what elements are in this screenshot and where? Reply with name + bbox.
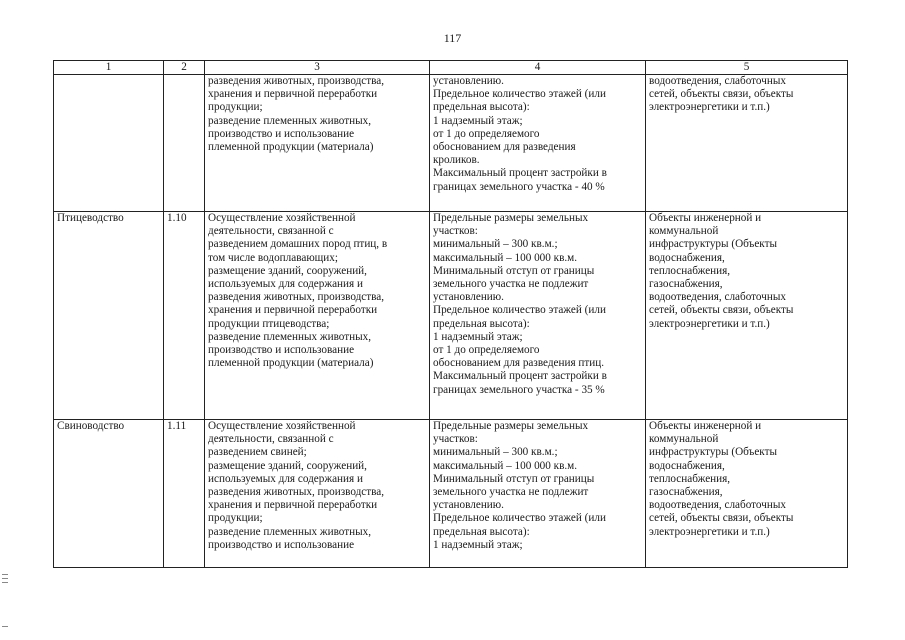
table-row xyxy=(54,420,848,568)
cell-text-line: обоснованием для разведения xyxy=(433,141,576,154)
cell-text-line: 1 надземный этаж; xyxy=(433,538,523,551)
cell-parameters xyxy=(430,420,646,568)
cell-activity-name xyxy=(54,75,164,212)
cell-text-line: коммунальной xyxy=(649,225,719,238)
cell-text-line: от 1 до определяемого xyxy=(433,127,540,140)
cell-auxiliary-uses xyxy=(646,212,848,420)
cell-text-line: водоотведения, слаботочных xyxy=(649,291,786,304)
cell-text-line: предельная высота): xyxy=(433,101,530,114)
cell-text-line: хранения и первичной переработки xyxy=(208,304,378,317)
cell-activity-description xyxy=(205,420,430,568)
cell-text-line: Свиноводство xyxy=(57,420,125,432)
cell-text-line: деятельности, связанной с xyxy=(208,225,334,238)
cell-activity-description xyxy=(205,212,430,420)
cell-text-line: Осуществление хозяйственной xyxy=(208,420,356,432)
cell-activity-code xyxy=(164,420,205,568)
cell-parameters xyxy=(430,75,646,212)
cell-text-line: теплоснабжения, xyxy=(649,472,731,485)
header-col-3: 3 xyxy=(205,61,430,75)
cell-text-line: племенной продукции (материала) xyxy=(208,141,374,154)
cell-text-line: деятельности, связанной с xyxy=(208,433,334,446)
cell-text-line: продукции; xyxy=(208,101,263,114)
cell-text-line: инфраструктуры (Объекты xyxy=(649,238,778,251)
header-col-5: 5 xyxy=(646,61,848,75)
cell-auxiliary-uses xyxy=(646,75,848,212)
cell-text-line: Предельное количество этажей (или xyxy=(433,88,606,101)
cell-text-line: электроэнергетики и т.п.) xyxy=(649,101,770,114)
cell-text-line: 1.11 xyxy=(167,420,187,432)
cell-text-line: установлению. xyxy=(433,75,504,87)
cell-text-line: участков: xyxy=(433,225,478,238)
cell-text-line: сетей, объекты связи, объекты xyxy=(649,88,794,101)
cell-activity-code xyxy=(164,212,205,420)
cell-activity-name xyxy=(54,212,164,420)
cell-text-line: хранения и первичной переработки xyxy=(208,499,378,512)
cell-text-line: водоотведения, слаботочных xyxy=(649,75,786,87)
cell-text-line: земельного участка не подлежит xyxy=(433,278,589,291)
table-header-row xyxy=(54,61,848,75)
cell-text-line: водоотведения, слаботочных xyxy=(649,499,786,512)
header-col-1: 1 xyxy=(54,61,164,75)
cell-text-line: продукции птицеводства; xyxy=(208,317,330,330)
cell-text-line: используемых для содержания и xyxy=(208,472,363,485)
cell-text-line: Минимальный отступ от границы xyxy=(433,264,595,277)
cell-text-line: Осуществление хозяйственной xyxy=(208,212,356,224)
cell-text-line: размещение зданий, сооружений, xyxy=(208,264,367,277)
cell-text-line: электроэнергетики и т.п.) xyxy=(649,525,770,538)
cell-text-line: водоснабжения, xyxy=(649,251,725,264)
cell-text-line: разведение племенных животных, xyxy=(208,525,372,538)
table-row xyxy=(54,75,848,212)
cell-text-line: разведения животных, производства, xyxy=(208,75,385,87)
cell-text-line: максимальный – 100 000 кв.м. xyxy=(433,459,578,472)
cell-text-line: газоснабжения, xyxy=(649,278,723,291)
cell-text-line: установлению. xyxy=(433,499,504,512)
cell-text-line: минимальный – 300 кв.м.; xyxy=(433,238,558,251)
cell-text-line: Максимальный процент застройки в xyxy=(433,370,607,383)
cell-text-line: 1 надземный этаж; xyxy=(433,330,523,343)
cell-text-line: обоснованием для разведения птиц. xyxy=(433,357,605,370)
cell-text-line: разведение племенных животных, xyxy=(208,330,372,343)
cell-text-line: границах земельного участка - 35 % xyxy=(433,383,605,396)
edge-mark xyxy=(2,578,8,579)
cell-auxiliary-uses xyxy=(646,420,848,568)
cell-text-line: разведения животных, производства, xyxy=(208,291,385,304)
cell-text-line: используемых для содержания и xyxy=(208,278,363,291)
cell-text-line: племенной продукции (материала) xyxy=(208,357,374,370)
cell-text-line: продукции; xyxy=(208,512,263,525)
cell-text-line: разведением свиней; xyxy=(208,446,307,459)
cell-text-line: предельная высота): xyxy=(433,317,530,330)
cell-text-line: теплоснабжения, xyxy=(649,264,731,277)
cell-text-line: Максимальный процент застройки в xyxy=(433,167,607,180)
cell-text-line: электроэнергетики и т.п.) xyxy=(649,317,770,330)
cell-text-line: земельного участка не подлежит xyxy=(433,486,589,499)
edge-mark xyxy=(2,574,8,575)
cell-text-line: разведением домашних пород птиц, в xyxy=(208,238,388,251)
cell-text-line: 1.10 xyxy=(167,212,187,224)
cell-activity-code xyxy=(164,75,205,212)
cell-text-line: инфраструктуры (Объекты xyxy=(649,446,778,459)
cell-text-line: Предельные размеры земельных xyxy=(433,420,589,432)
cell-text-line: установлению. xyxy=(433,291,504,304)
cell-text-line: предельная высота): xyxy=(433,525,530,538)
cell-text-line: том числе водоплавающих; xyxy=(208,251,338,264)
cell-text-line: разведения животных, производства, xyxy=(208,486,385,499)
cell-text-line: водоснабжения, xyxy=(649,459,725,472)
cell-activity-name xyxy=(54,420,164,568)
page-number: 117 xyxy=(443,31,462,45)
cell-text-line: хранения и первичной переработки xyxy=(208,88,378,101)
cell-text-line: минимальный – 300 кв.м.; xyxy=(433,446,558,459)
cell-text-line: Объекты инженерной и xyxy=(649,420,762,432)
cell-text-line: Предельные размеры земельных xyxy=(433,212,589,224)
cell-text-line: Минимальный отступ от границы xyxy=(433,472,595,485)
cell-text-line: Предельное количество этажей (или xyxy=(433,512,606,525)
cell-text-line: кроликов. xyxy=(433,154,480,167)
cell-text-line: Предельное количество этажей (или xyxy=(433,304,606,317)
cell-text-line: производство и использование xyxy=(208,344,355,357)
edge-mark xyxy=(2,626,8,627)
cell-text-line: газоснабжения, xyxy=(649,486,723,499)
header-col-2: 2 xyxy=(164,61,205,75)
cell-text-line: производство и использование xyxy=(208,538,355,551)
cell-text-line: участков: xyxy=(433,433,478,446)
edge-mark xyxy=(2,582,8,583)
cell-text-line: границах земельного участка - 40 % xyxy=(433,180,605,193)
cell-text-line: коммунальной xyxy=(649,433,719,446)
table-row xyxy=(54,212,848,420)
cell-text-line: размещение зданий, сооружений, xyxy=(208,459,367,472)
cell-text-line: разведение племенных животных, xyxy=(208,114,372,127)
cell-text-line: Объекты инженерной и xyxy=(649,212,762,224)
header-col-4: 4 xyxy=(430,61,646,75)
cell-parameters xyxy=(430,212,646,420)
cell-text-line: производство и использование xyxy=(208,127,355,140)
cell-text-line: от 1 до определяемого xyxy=(433,344,540,357)
cell-text-line: сетей, объекты связи, объекты xyxy=(649,304,794,317)
cell-text-line: 1 надземный этаж; xyxy=(433,114,523,127)
cell-activity-description xyxy=(205,75,430,212)
land-use-table xyxy=(53,60,848,568)
cell-text-line: Птицеводство xyxy=(57,212,124,224)
cell-text-line: сетей, объекты связи, объекты xyxy=(649,512,794,525)
cell-text-line: максимальный – 100 000 кв.м. xyxy=(433,251,578,264)
